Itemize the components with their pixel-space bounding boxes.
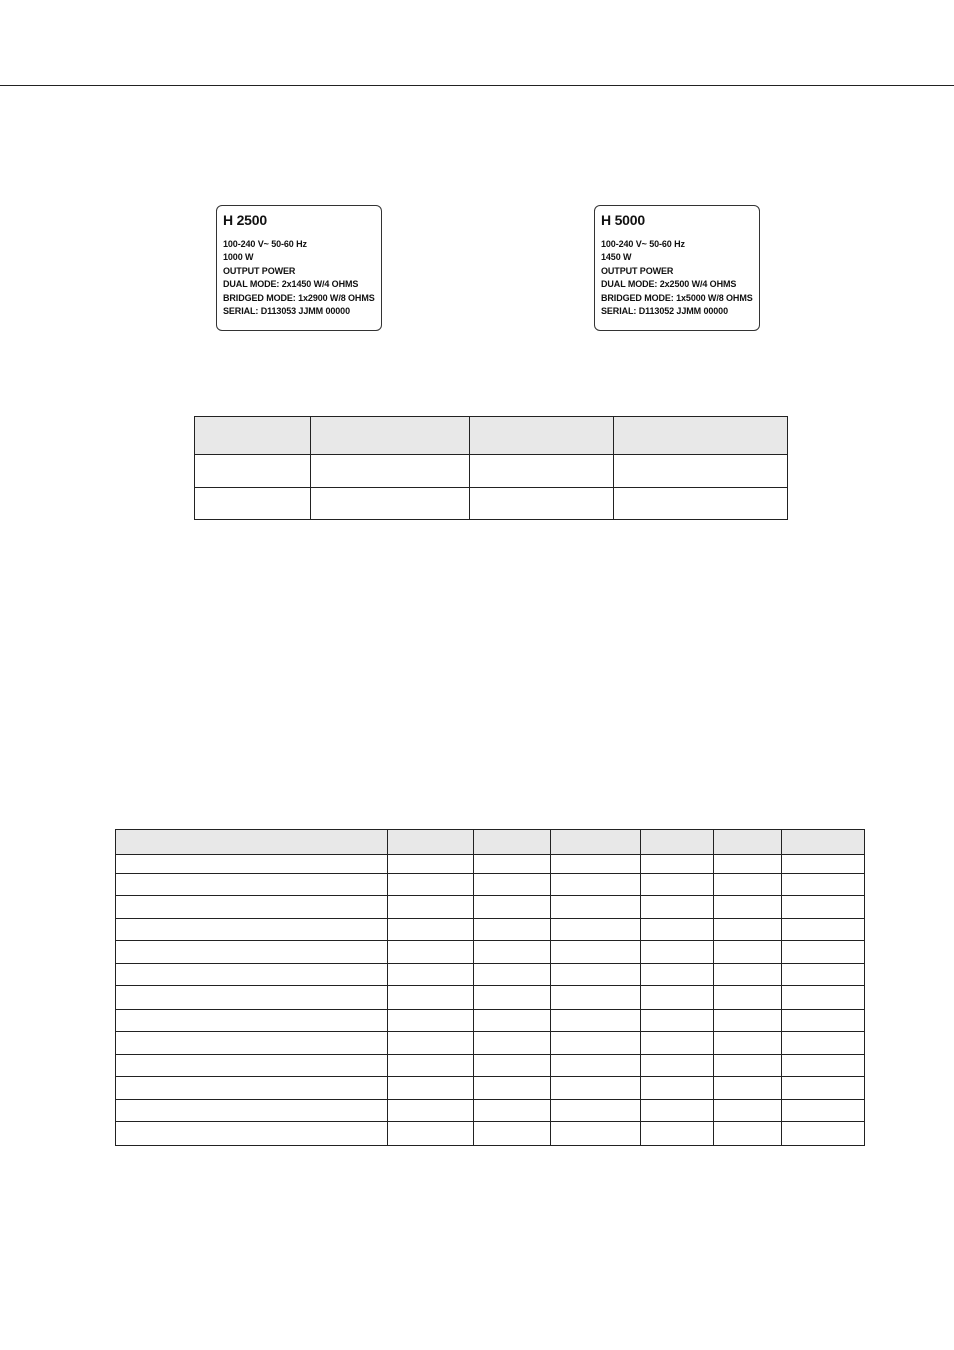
table-cell	[474, 1031, 551, 1054]
table-cell	[782, 855, 865, 874]
table-cell	[641, 1031, 714, 1054]
label-serial: SERIAL: D113053 JJMM 00000	[223, 306, 350, 317]
table-cell	[714, 1054, 782, 1076]
table-row	[116, 941, 865, 964]
label-dual-mode: DUAL MODE: 2x2500 W/4 OHMS	[601, 279, 737, 290]
table-cell	[388, 1031, 474, 1054]
table-row	[116, 1121, 865, 1145]
table-cell	[551, 1031, 641, 1054]
label-voltage: 100-240 V~ 50-60 Hz	[601, 239, 685, 249]
table-cell	[474, 986, 551, 1009]
table-cell	[714, 830, 782, 855]
table-row	[116, 1054, 865, 1076]
table-cell	[551, 1009, 641, 1031]
table-cell	[551, 874, 641, 896]
table-cell	[714, 896, 782, 919]
specifications-table	[115, 829, 865, 1146]
table-cell	[714, 1121, 782, 1145]
table-cell	[551, 986, 641, 1009]
model-summary-table	[194, 416, 788, 520]
table-cell	[470, 455, 614, 488]
table-cell	[388, 964, 474, 986]
table-cell	[474, 896, 551, 919]
table-cell	[714, 1009, 782, 1031]
table-cell	[641, 964, 714, 986]
table-cell	[641, 896, 714, 919]
table-cell	[641, 874, 714, 896]
table-cell	[311, 455, 470, 488]
table-cell	[782, 830, 865, 855]
table-cell	[474, 919, 551, 941]
table-cell	[782, 919, 865, 941]
label-power-consumption: 1450 W	[601, 252, 632, 263]
table-cell	[641, 855, 714, 874]
table-cell	[551, 941, 641, 964]
table-cell	[551, 1054, 641, 1076]
table-cell	[782, 1054, 865, 1076]
table-cell	[116, 1121, 388, 1145]
table-row	[195, 455, 788, 488]
table-cell	[388, 896, 474, 919]
table-cell	[714, 919, 782, 941]
table-cell	[782, 941, 865, 964]
table-cell	[714, 1031, 782, 1054]
table-cell	[641, 1054, 714, 1076]
table-cell	[474, 1121, 551, 1145]
table-cell	[388, 1009, 474, 1031]
label-bridged-mode: BRIDGED MODE: 1x5000 W/8 OHMS	[601, 292, 753, 303]
table-cell	[551, 964, 641, 986]
table-cell	[311, 488, 470, 520]
label-voltage: 100-240 V~ 50-60 Hz	[223, 239, 307, 249]
table-cell	[311, 417, 470, 455]
table-cell	[782, 874, 865, 896]
label-model: H 5000	[601, 212, 645, 228]
label-model: H 2500	[223, 212, 267, 228]
table-cell	[641, 1009, 714, 1031]
table-cell	[641, 1099, 714, 1121]
table-row	[116, 1076, 865, 1099]
table-row	[116, 896, 865, 919]
table-cell	[551, 1121, 641, 1145]
table-cell	[195, 417, 311, 455]
table-cell	[714, 1076, 782, 1099]
table-cell	[195, 455, 311, 488]
table-cell	[782, 1009, 865, 1031]
table-cell	[474, 941, 551, 964]
table-cell	[116, 830, 388, 855]
table-cell	[782, 1121, 865, 1145]
top-divider	[0, 85, 954, 86]
label-bridged-mode: BRIDGED MODE: 1x2900 W/8 OHMS	[223, 292, 375, 303]
table-cell	[474, 830, 551, 855]
table-cell	[116, 941, 388, 964]
table-cell	[551, 855, 641, 874]
table-cell	[474, 964, 551, 986]
table-cell	[470, 417, 614, 455]
table-cell	[641, 1121, 714, 1145]
table-cell	[388, 1076, 474, 1099]
table-cell	[470, 488, 614, 520]
table-cell	[116, 1054, 388, 1076]
table-cell	[116, 1099, 388, 1121]
label-serial: SERIAL: D113052 JJMM 00000	[601, 306, 728, 317]
table-cell	[782, 1099, 865, 1121]
table-row	[116, 964, 865, 986]
table-cell	[388, 830, 474, 855]
table-cell	[474, 1009, 551, 1031]
table-cell	[641, 986, 714, 1009]
table-cell	[388, 1054, 474, 1076]
label-output-power: OUTPUT POWER	[223, 265, 296, 276]
table-cell	[641, 941, 714, 964]
table-cell	[116, 1009, 388, 1031]
table-cell	[551, 830, 641, 855]
table-row	[195, 488, 788, 520]
table-cell	[116, 874, 388, 896]
table-cell	[714, 964, 782, 986]
table-row	[116, 1009, 865, 1031]
table-cell	[614, 488, 788, 520]
table-cell	[714, 874, 782, 896]
table-cell	[641, 919, 714, 941]
label-dual-mode: DUAL MODE: 2x1450 W/4 OHMS	[223, 279, 359, 290]
table-cell	[195, 488, 311, 520]
table-cell	[116, 896, 388, 919]
table-cell	[474, 1099, 551, 1121]
table-row	[116, 919, 865, 941]
table-cell	[714, 986, 782, 1009]
table-cell	[388, 1099, 474, 1121]
table-cell	[388, 874, 474, 896]
table-cell	[474, 874, 551, 896]
rating-label-h5000	[594, 205, 760, 331]
table-cell	[116, 1031, 388, 1054]
table-cell	[782, 896, 865, 919]
table-cell	[474, 1054, 551, 1076]
table-cell	[714, 855, 782, 874]
table-cell	[388, 986, 474, 1009]
table-cell	[116, 919, 388, 941]
table-cell	[782, 986, 865, 1009]
table-cell	[116, 855, 388, 874]
table-cell	[551, 896, 641, 919]
table-row	[116, 1031, 865, 1054]
label-output-power: OUTPUT POWER	[601, 265, 674, 276]
table-cell	[714, 941, 782, 964]
table-cell	[116, 964, 388, 986]
table-cell	[641, 830, 714, 855]
table-cell	[116, 986, 388, 1009]
table-header-row	[116, 830, 865, 855]
table-cell	[641, 1076, 714, 1099]
table-row	[116, 986, 865, 1009]
table-cell	[551, 919, 641, 941]
table-row	[116, 855, 865, 874]
table-cell	[388, 941, 474, 964]
table-header-row	[195, 417, 788, 455]
table-cell	[388, 1121, 474, 1145]
table-cell	[614, 455, 788, 488]
table-cell	[614, 417, 788, 455]
table-cell	[388, 855, 474, 874]
table-cell	[116, 1076, 388, 1099]
table-cell	[474, 1076, 551, 1099]
table-cell	[782, 1076, 865, 1099]
rating-label-h2500	[216, 205, 382, 331]
table-cell	[782, 964, 865, 986]
table-cell	[782, 1031, 865, 1054]
table-cell	[714, 1099, 782, 1121]
table-row	[116, 874, 865, 896]
label-power-consumption: 1000 W	[223, 252, 254, 263]
table-cell	[551, 1076, 641, 1099]
table-cell	[474, 855, 551, 874]
table-row	[116, 1099, 865, 1121]
table-cell	[388, 919, 474, 941]
table-cell	[551, 1099, 641, 1121]
